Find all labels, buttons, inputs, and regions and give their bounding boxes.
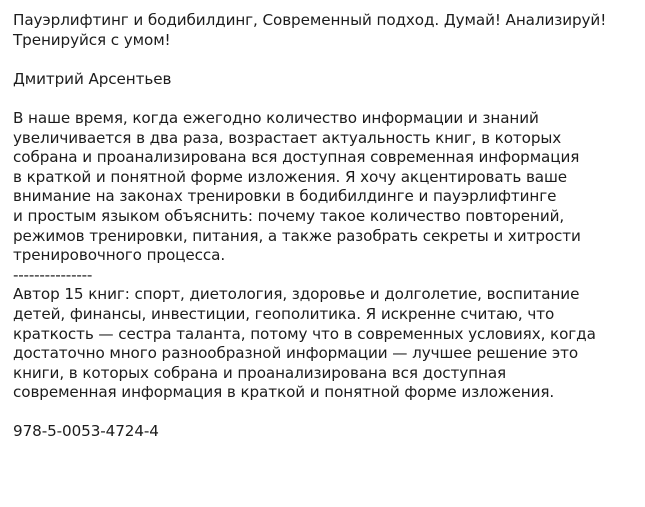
blank-line [13,89,641,109]
description-line-3: собрана и проанализирована вся доступная современная информация [13,148,580,167]
about-author-line-2: детей, финансы, инвестиции, геополитика. Я искренне считаю, что [13,304,555,323]
isbn-number: 978-5-0053-4724-4 [13,422,159,441]
about-author-line-3: краткость — сестра таланта, потому что в современных условиях, когда [13,324,596,343]
description-line-6: и простым языком объяснить: почему такое количество повторений, [13,206,565,225]
blank-line [13,403,641,423]
about-author-line-4: достаточно много разнообразной информации — лучшее решение это [13,344,579,363]
about-author-line-1: Автор 15 книг: спорт, диетология, здоровье и долголетие, воспитание [13,285,580,304]
description-line-5: внимание на законах тренировки в бодибилдинге и пауэрлифтинге [13,187,557,206]
about-author-line-5: книги, в которых собрана и проанализирована вся доступная [13,363,507,382]
author-name: Дмитрий Арсентьев [13,69,172,88]
book-title-line-1: Пауэрлифтинг и бодибилдинг, Современный подход. Думай! Анализируй! [13,11,607,29]
description-line-7: режимов тренировки, питания, а также разобрать секреты и хитрости [13,226,581,245]
description-line-8: тренировочного процесса. [13,246,226,265]
separator-dashes: --------------- [13,265,93,284]
about-author-line-6: современная информация в краткой и понятной форме изложения. [13,383,555,402]
book-annotation [13,11,641,442]
book-title-line-2: Тренируйся с умом! [13,30,171,49]
blank-line [13,50,641,70]
description-line-1: В наше время, когда ежегодно количество информации и знаний [13,108,539,127]
description-line-2: увеличивается в два раза, возрастает актуальность книг, в которых [13,128,562,147]
description-line-4: в краткой и понятной форме изложения. Я хочу акцентировать ваше [13,167,568,186]
